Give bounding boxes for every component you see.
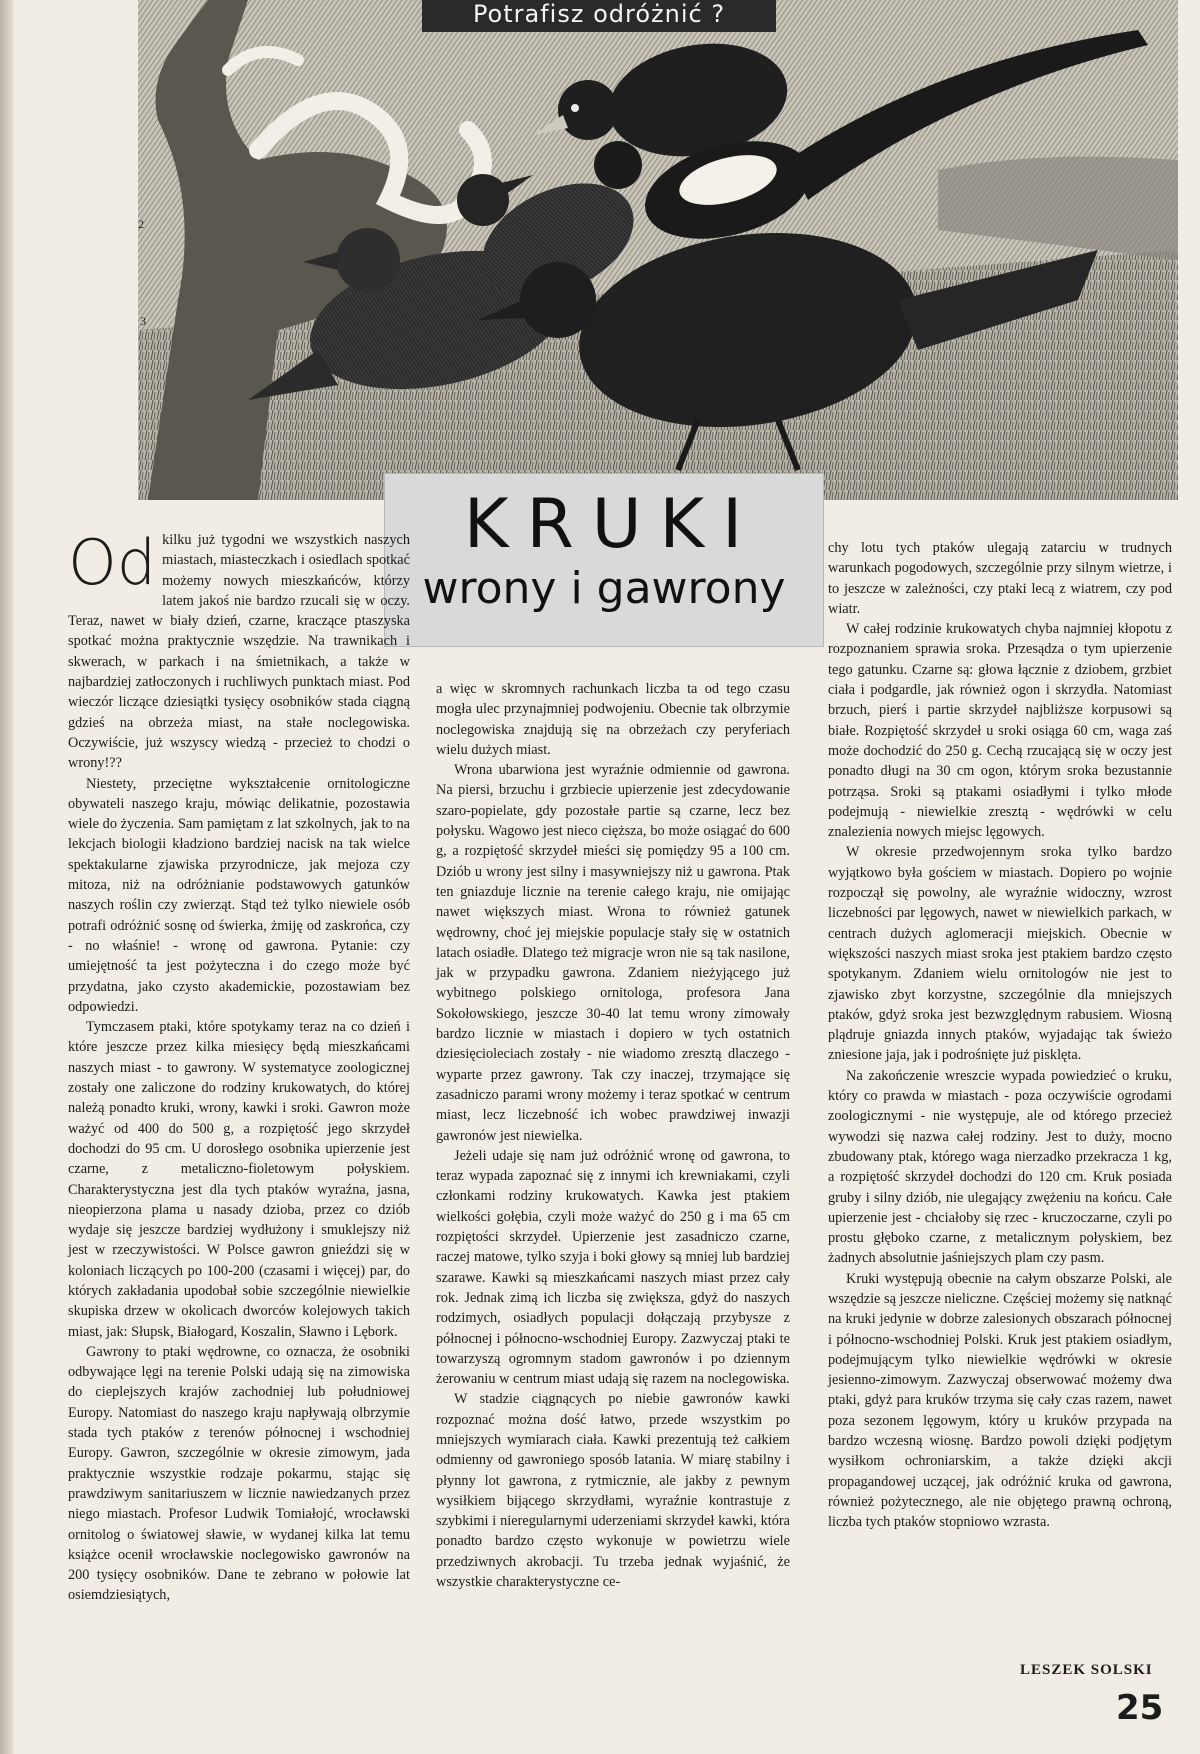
article-subtitle: wrony i gawrony [422,563,786,614]
text-column-3 [828,538,1172,1533]
text-column-2 [436,679,790,1592]
plate-number-3: 3 [140,314,146,328]
paragraph: Kruki występują obecnie na całym obszarze Polski, ale wszędzie są jeszcze nieliczne. Częściej możemy się natknąć na kruki jedynie w dobrze zalesionych obszarach północnej i północno-wschodniej Polski. Kruk jest ptakiem osiadłym, podejmującym tylko niewielkie wędrówki w okresie jesienno-zimowym. Zazwyczaj obserwować możemy dwa ptaki, gdyż para kruków trzyma się cały czas razem, nawet poza sezonem lęgowym, który u kruków przypada na bardzo wczesną wiosnę. Bardzo powoli dzięki podjętym wysiłkom ochroniarskim, a także dzięki akcji propagandowej uczącej, jak odróżnić kruka od gawrona, również pożytecznego, ale nie objętego prawną ochroną, liczba tych ptaków stopniowo wzrasta. [828,1270,1172,1531]
paragraph-text: kilku już tygodni we wszystkich naszych miastach, miasteczkach i osiedlach spotkać możemy nowych mieszkańców, którzy latem jakoś nie bardzo rzucali się w oczy. Teraz, nawet w biały dzień, czarne, kraczące ptaszyska spotkać można praktycznie wszędzie. Na trawnikach i skwerach, w parkach i na śmietnikach, a także w najbardziej zatłoczonych i ruchliwych punktach miast. Pod wieczór liczące dziesiątki tysięcy osobników stada ciągną gdzieś na obrzeża miast, na stałe noclegowiska. Oczywiście, już wszyscy wiedzą - przecież to chodzi o wrony!?? [68,532,410,772]
paragraph: a więc w skromnych rachunkach liczba ta od tego czasu mogła ulec przynajmniej podwojeniu. Obecnie tak olbrzymie noclegowiska znajdują się na obrzeżach czy peryferiach wielu dużych miast. [436,681,790,758]
article-title: KRUKI [463,485,761,564]
section-banner: Potrafisz odróżnić ? [422,0,776,32]
page-number: 25 [1116,1688,1164,1728]
paragraph: Jeżeli udaje się nam już odróżnić wronę od gawrona, to teraz wypada zapoznać się z innymi ich krewniakami, czyli członkami rodziny krukowatych. Kawka jest ptakiem wielkości gołębia, czyli może ważyć do 250 g i ma 65 cm rozpiętości skrzydeł. Upierzenie jest zasadniczo czarne, raczej matowe, tylko szyja i boki głowy są mniej lub bardziej szarawe. Kawki są mieszkańcami naszych miast przez cały rok. Jednak zimą ich liczba się zwiększa, gdyż do naszych rodzimych, osiadłych populacji dołączają przybysze z północnej i północno-wschodniej Europy. Zazwyczaj ptaki te towarzyszą ogromnym stadom gawronów i po dziennym żerowaniu w centrum miast udają się razem na noclegowiska. [436,1147,790,1388]
birds-engraving-illustration [138,0,1178,500]
title-box [384,473,824,647]
author-byline: LESZEK SOLSKI [1020,1662,1153,1678]
drop-cap: Od [68,526,157,599]
plate-number-2: 2 [138,217,144,231]
text-column-1 [68,526,410,1606]
paragraph: W całej rodzinie krukowatych chyba najmniej kłopotu z rozpoznaniem sprawia sroka. Przesądza o tym upierzenie tego gatunku. Czarne są: głowa łącznie z dziobem, grzbiet ciała i podgardle, jak również ogon i skrzydła. Natomiast brzuch, pierś i partie skrzydeł najbliższe korpusowi są białe. Rozpiętość skrzydeł u sroki osiąga 60 cm, waga zaś może dochodzić do 250 g. Cechą rzucającą się w oczy jest ponadto długi na 30 cm ogon, którym sroka bezustannie potrząsa. Sroki są ptakami osiadłymi i tylko młode podejmują - niewielkie zresztą - wędrówki w celu znalezienia nowych miejsc lęgowych. [828,621,1172,841]
paragraph: W stadzie ciągnących po niebie gawronów kawki rozpoznać można dość łatwo, przede wszystkim po mniejszych wymiarach ciała. Kawki prezentują też całkiem odmienny od gawroniego sposób latania. W miarę stabilny i płynny lot gawrona, z rytmicznie, ale jakby z pewnym wysiłkiem bijącego skrzydłami, wyraźnie kontrastuje z szybkimi i nieregularnymi uderzeniami skrzydeł kawki, która ponadto bardzo często wykonuje w powietrzu wiele przedziwnych akrobacji. Tu trzeba jednak wyjaśnić, że wszystkie charakterystyczne ce- [436,1391,790,1591]
paragraph: chy lotu tych ptaków ulegają zatarciu w trudnych warunkach pogodowych, szczególnie przy silnym wietrze, i to jeszcze w zależności, czy ptaki lecą z wiatrem, czy pod wiatr. [828,540,1172,617]
paragraph: Wrona ubarwiona jest wyraźnie odmiennie od gawrona. Na piersi, brzuchu i grzbiecie upierzenie jest zdecydowanie szaro-popielate, gdy pozostałe partie są czarne, lecz bez połysku. Wagowo jest nieco cięższa, bo może osiągać do 600 g, a rozpiętość skrzydeł mieści się pomiędzy 95 a 100 cm. Dziób u wrony jest silny i masywniejszy niż u gawrona. Ptak ten gniazduje licznie na terenie całego kraju, nie omijając nawet większych miast. Wrona to również gatunek wędrowny, choć jej miejskie populacje stały się w ostatnich latach osiadłe. Dlatego też migracje wron nie są tak nasilone, jak w przypadku gawrona. Zdaniem nieżyjącego już wybitnego polskiego ornitologa, profesora Jana Sokołowskiego, jeszcze 30-40 lat temu wrony zimowały bardzo licznie w miastach i dopiero w tych ostatnich dziesięcioleciach zostały - nie wiadomo zresztą dlaczego - wyparte przez gawrony. Tak czy inaczej, trzymające się zasadniczo parami wrony możemy i teraz spotkać w centrum miast, lecz liczebność ich wobec prawdziwej inwazji gawronów jest niewielka. [436,762,790,1144]
page-binding-edge [0,0,14,1754]
paragraph: Gawrony to ptaki wędrowne, co oznacza, że osobniki odbywające lęgi na terenie Polski udają się na zimowiska do cieplejszych krajów zachodniej lub południowej Europy. Natomiast do naszego kraju napływają olbrzymie stada tych ptaków z terenów północnej i wschodniej Europy. Gawron, szczególnie w okresie zimowym, jada praktycznie wszystkie rodzaje pokarmu, stając się prawdziwym sanitariuszem w licznie nawiedzanych przez niego miastach. Profesor Ludwik Tomiałojć, wrocławski ornitolog o światowej sławie, w wydanej kilka lat temu książce ocenił wrocławskie noclegowisko gawronów na 200 tysięcy osobników. Dane te zebrano w połowie lat osiemdziesiątych, [68,1343,410,1604]
paragraph: W okresie przedwojennym sroka tylko bardzo wyjątkowo była gościem w miastach. Dopiero po wojnie rozpoczął się powolny, ale wyraźnie widoczny, wzrost liczebności par lęgowych, nawet w niewielkich parkach, w centrach dużych aglomeracji miejskich. Obecnie w większości naszych miast sroka jest ptakiem bardzo często spotykanym. Zdaniem wielu ornitologów nie jest to zjawisko zbyt korzystne, szczególnie dla mniejszych ptaków, gdyż sroka jest bezwzględnym rabusiem. Wiosną plądruje gniazda innych ptaków, wyjadając tak świeżo zniesione jaja, jak i podrośnięte już pisklęta. [828,844,1172,1064]
paragraph [68,526,410,774]
paragraph: Tymczasem ptaki, które spotykamy teraz na co dzień i które jeszcze przez kilka miesięcy będą mieszkańcami naszych miast - to gawrony. W systematyce zoologicznej zostały one zaliczone do rodziny krukowatych, do której należą ponadto kruki, wrony, kawki i sroki. Gawron może ważyć od 400 do 500 g, a rozpiętość jego skrzydeł dochodzi do 95 cm. U dorosłego osobnika upierzenie jest czarne, z metaliczno-fioletowym połyskiem. Charakterystyczna jest dla tych ptaków wyraźna, jasna, nieopierzona plama u nasady dzioba, przez co dziób wydaje się jeszcze bardziej wydłużony i smuklejszy niż jest w rzeczywistości. W Polsce gawron gnieździ się w koloniach liczących po 100-200 (czasami i więcej) par, do których zakładania upodobał sobie szczególnie niewielkie skupiska drzew w okolicach dworców kolejowych takich miast, jak: Słupsk, Białogard, Koszalin, Sławno i Lębork. [68,1019,410,1340]
paragraph: Niestety, przeciętne wykształcenie ornitologiczne obywateli naszego kraju, mówiąc delikatnie, pozostawia wiele do życzenia. Sam pamiętam z lat szkolnych, jak to na lekcjach biologii kładziono bardziej nacisk na tak wielce spektakularne zjawiska przyrodnicze, jak mejoza czy mitoza, niż na odróżnianie podstawowych gatunków naszych roślin czy zwierząt. Stąd też tylko niewiele osób potrafi odróżnić sosnę od świerka, żmiję od zaskrońca, czy - no właśnie! - wronę od gawrona. Pytanie: czy umiejętność ta jest pożyteczna i do czego może być przydatna, jako czysto akademickie, pozostawiam bez odpowiedzi. [68,775,410,1015]
paragraph: Na zakończenie wreszcie wypada powiedzieć o kruku, który co prawda w miastach - poza oczywiście ogrodami zoologicznymi - nie występuje, ale od którego przecież wywodzi się nazwa całej rodziny. Jest to duży, mocno zbudowany ptak, którego waga nierzadko przekracza 1 kg, a rozpiętość skrzydeł dochodzi do 120 cm. Kruk posiada gruby i silny dziób, nie ulegający zwężeniu na końcu. Całe upierzenie jest - chciałoby się rzec - kruczoczarne, czyli po prostu głęboko czarne, z metalicznym połyskiem, bez żadnych absolutnie jaśniejszych plam czy pasm. [828,1067,1172,1267]
